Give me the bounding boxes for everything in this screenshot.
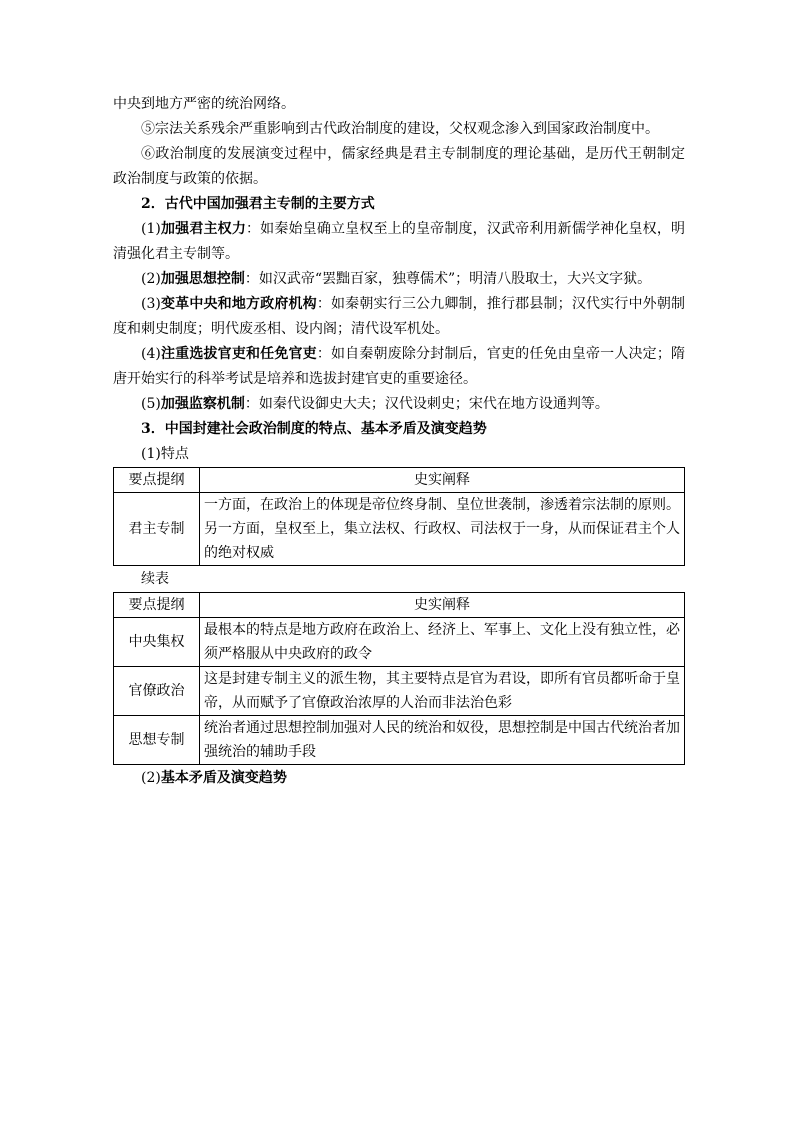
row-content: 一方面，在政治上的体现是帝位终身制、皇位世袭制，渗透着宗法制的原则。另一方面，皇权至上，集立法权、行政权、司法权于一身，从而保证君主个人的绝对权威 [200,493,685,566]
subheading-features: (1)特点 [141,446,189,462]
row-content: 统治者通过思想控制加强对人民的统治和奴役，思想控制是中国古代统治者加强统治的辅助手段 [200,716,685,765]
item-keyword: 加强君主权力 [160,221,247,237]
item-keyword: 加强思想控制 [160,271,245,287]
method-item [113,267,685,292]
method-item [113,217,685,267]
header-cell-explanation: 史实阐释 [200,593,685,618]
section-3-number: 3． [141,421,165,437]
section-2-title: 古代中国加强君主专制的主要方式 [164,196,375,212]
item-text: ：如秦代设御史大夫；汉代设刺史；宋代在地方设通判等。 [244,396,609,412]
header-cell-explanation: 史实阐释 [200,468,685,493]
table-header-row [114,593,685,618]
table-header-row [114,468,685,493]
subheading-title: 基本矛盾及演变趋势 [160,770,287,786]
method-item [113,292,685,342]
item-number: (4) [141,346,161,362]
subheading-number: (2) [141,770,161,786]
row-label: 中央集权 [114,618,200,667]
item-text: ：如汉武帝“罢黜百家，独尊儒术”；明清八股取士，大兴文字狱。 [244,271,652,287]
table-row [114,716,685,765]
features-table [113,467,685,566]
item-keyword: 变革中央和地方政府机构 [160,296,317,312]
item-keyword: 注重选拔官吏和任免官吏 [160,346,317,362]
table-row [114,667,685,716]
row-label: 君主专制 [114,493,200,566]
row-label: 官僚政治 [114,667,200,716]
paragraph-clan: ⑤宗法关系残余严重影响到古代政治制度的建设，父权观念渗入到国家政治制度中。 [141,121,659,137]
item-text: ：如自秦朝废除分封制后，官吏的任免由皇帝一人决定；隋唐开始实行的科举考试是培养和选拔封建官吏的重要途径。 [113,346,686,387]
row-content: 这是封建专制主义的派生物，其主要特点是官为君设，即所有官员都听命于皇帝，从而赋予了官僚政治浓厚的人治而非法治色彩 [200,667,685,716]
section-3-title: 中国封建社会政治制度的特点、基本矛盾及演变趋势 [164,421,487,437]
item-text: ：如秦始皇确立皇权至上的皇帝制度，汉武帝利用新儒学神化皇权，明清强化君主专制等。 [113,221,686,262]
method-item [113,392,685,417]
table-row [114,493,685,566]
item-number: (3) [141,296,161,312]
subheading-contradictions [113,765,685,791]
row-label: 思想专制 [114,716,200,765]
continued-table-caption: 续表 [141,571,169,587]
item-number: (2) [141,271,161,287]
features-table-continued [113,592,685,765]
section-2-heading [113,192,685,217]
section-2-number: 2． [141,196,165,212]
document-page [113,92,685,791]
item-text: ：如秦朝实行三公九卿制，推行郡县制；汉代实行中外朝制度和刺史制度；明代废丞相、设内阁；清代设军机处。 [113,296,686,337]
header-cell-outline: 要点提纲 [114,593,200,618]
item-keyword: 加强监察机制 [160,396,245,412]
item-number: (5) [141,396,161,412]
paragraph-network: 中央到地方严密的统治网络。 [113,96,295,112]
paragraph-confucian: ⑥政治制度的发展演变过程中，儒家经典是君主专制制度的理论基础，是历代王朝制定政治制度与政策的依据。 [113,146,685,187]
row-content: 最根本的特点是地方政府在政治上、经济上、军事上、文化上没有独立性，必须严格服从中央政府的政令 [200,618,685,667]
item-number: (1) [141,221,161,237]
table-row [114,618,685,667]
method-item [113,342,685,392]
header-cell-outline: 要点提纲 [114,468,200,493]
section-3-heading [113,417,685,442]
